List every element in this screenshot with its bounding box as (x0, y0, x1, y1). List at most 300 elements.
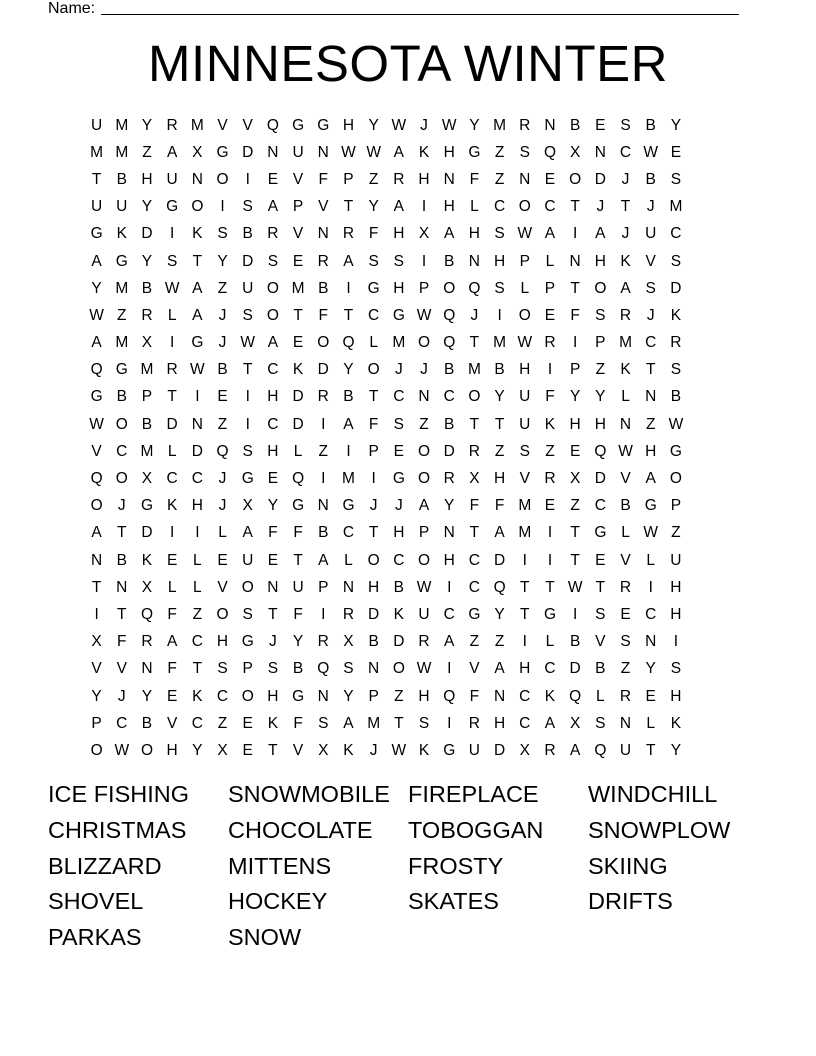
grid-letter[interactable]: V (292, 225, 304, 243)
grid-letter[interactable]: C (267, 415, 279, 433)
grid-letter[interactable]: K (141, 551, 153, 569)
grid-letter[interactable]: I (547, 361, 553, 379)
grid-letter[interactable]: V (217, 578, 228, 596)
grid-letter[interactable]: I (421, 198, 427, 216)
grid-letter[interactable]: G (669, 442, 682, 460)
grid-letter[interactable]: W (89, 306, 104, 324)
grid-letter[interactable]: I (346, 442, 351, 460)
grid-letter[interactable]: U (90, 198, 103, 216)
grid-letter[interactable]: S (519, 442, 530, 460)
grid-letter[interactable]: U (519, 388, 531, 406)
grid-letter[interactable]: H (191, 497, 203, 515)
grid-letter[interactable]: A (267, 334, 279, 352)
grid-letter[interactable]: L (545, 633, 555, 651)
grid-letter[interactable]: S (368, 252, 379, 270)
grid-letter[interactable]: R (544, 334, 556, 352)
grid-letter[interactable]: B (444, 415, 455, 433)
grid-letter[interactable]: M (140, 361, 154, 379)
grid-letter[interactable]: Q (543, 143, 556, 161)
grid-letter[interactable]: E (569, 442, 581, 460)
grid-letter[interactable]: J (117, 497, 126, 515)
grid-letter[interactable]: O (191, 198, 204, 216)
grid-letter[interactable]: X (418, 225, 430, 243)
grid-letter[interactable]: X (91, 633, 102, 651)
grid-letter[interactable]: D (166, 415, 178, 433)
grid-letter[interactable]: L (621, 524, 630, 542)
grid-letter[interactable]: U (645, 225, 657, 243)
grid-letter[interactable]: H (267, 388, 279, 406)
grid-letter[interactable]: N (116, 578, 128, 596)
grid-letter[interactable]: L (596, 687, 605, 705)
grid-letter[interactable]: D (493, 551, 506, 569)
grid-letter[interactable]: B (141, 279, 153, 297)
grid-letter[interactable]: I (573, 225, 578, 243)
grid-letter[interactable]: H (443, 143, 455, 161)
grid-letter[interactable]: L (167, 578, 177, 596)
grid-letter[interactable]: R (342, 225, 355, 243)
grid-letter[interactable]: A (242, 524, 253, 542)
grid-letter[interactable]: V (318, 198, 329, 216)
grid-letter[interactable]: K (544, 415, 556, 433)
grid-letter[interactable]: Q (443, 334, 456, 352)
grid-letter[interactable]: A (444, 225, 455, 243)
grid-letter[interactable]: I (573, 605, 578, 623)
grid-letter[interactable]: N (342, 578, 355, 596)
grid-letter[interactable]: F (570, 306, 580, 324)
grid-letter[interactable]: E (595, 116, 606, 134)
name-blank-line[interactable] (101, 14, 739, 15)
grid-letter[interactable]: H (141, 170, 153, 188)
grid-letter[interactable]: Y (670, 741, 682, 759)
grid-letter[interactable]: S (393, 252, 405, 270)
grid-letter[interactable]: W (114, 741, 130, 759)
grid-letter[interactable]: G (292, 687, 305, 705)
grid-letter[interactable]: S (217, 660, 228, 678)
grid-letter[interactable]: B (217, 361, 228, 379)
grid-letter[interactable]: T (117, 605, 127, 623)
grid-letter[interactable]: U (670, 551, 682, 569)
grid-letter[interactable]: V (242, 116, 253, 134)
grid-letter[interactable]: R (317, 252, 329, 270)
grid-letter[interactable]: T (293, 306, 303, 324)
grid-letter[interactable]: A (444, 633, 455, 651)
grid-letter[interactable]: L (369, 334, 378, 352)
grid-letter[interactable]: R (317, 388, 329, 406)
grid-letter[interactable]: X (141, 334, 153, 352)
grid-letter[interactable]: T (368, 388, 379, 406)
grid-letter[interactable]: C (519, 687, 531, 705)
grid-letter[interactable]: M (619, 334, 632, 352)
grid-letter[interactable]: Y (494, 388, 505, 406)
grid-letter[interactable]: Q (468, 279, 481, 297)
grid-letter[interactable]: Z (570, 497, 580, 515)
grid-letter[interactable]: K (192, 225, 203, 243)
grid-letter[interactable]: O (216, 605, 229, 623)
grid-letter[interactable]: M (367, 714, 381, 732)
grid-letter[interactable]: D (368, 605, 380, 623)
grid-letter[interactable]: B (116, 170, 127, 188)
grid-letter[interactable]: A (544, 714, 556, 732)
grid-letter[interactable]: T (494, 415, 505, 433)
grid-letter[interactable]: B (645, 170, 656, 188)
grid-letter[interactable]: S (620, 116, 631, 134)
grid-letter[interactable]: R (317, 633, 329, 651)
grid-letter[interactable]: D (292, 388, 304, 406)
grid-letter[interactable]: N (418, 388, 430, 406)
grid-letter[interactable]: Z (595, 361, 606, 379)
grid-letter[interactable]: J (218, 306, 227, 324)
grid-letter[interactable]: N (468, 252, 480, 270)
grid-letter[interactable]: Z (494, 170, 505, 188)
grid-letter[interactable]: R (670, 334, 682, 352)
grid-letter[interactable]: T (268, 741, 278, 759)
grid-letter[interactable]: U (292, 143, 304, 161)
grid-letter[interactable]: N (544, 116, 556, 134)
grid-letter[interactable]: X (141, 470, 153, 488)
grid-letter[interactable]: E (217, 388, 228, 406)
grid-letter[interactable]: W (190, 361, 205, 379)
grid-letter[interactable]: A (318, 551, 329, 569)
grid-letter[interactable]: S (595, 605, 606, 623)
grid-letter[interactable]: F (368, 225, 379, 243)
grid-letter[interactable]: T (117, 524, 127, 542)
grid-letter[interactable]: A (166, 633, 178, 651)
grid-letter[interactable]: C (645, 334, 657, 352)
grid-letter[interactable]: A (494, 660, 505, 678)
grid-letter[interactable]: E (544, 170, 556, 188)
grid-letter[interactable]: Y (267, 497, 279, 515)
grid-letter[interactable]: O (216, 170, 229, 188)
grid-letter[interactable]: K (166, 497, 178, 515)
grid-letter[interactable]: T (469, 334, 480, 352)
grid-letter[interactable]: A (91, 334, 102, 352)
grid-letter[interactable]: G (115, 252, 128, 270)
grid-letter[interactable]: M (190, 116, 204, 134)
grid-letter[interactable]: M (140, 442, 154, 460)
grid-letter[interactable]: R (468, 714, 480, 732)
grid-letter[interactable]: I (447, 660, 452, 678)
grid-letter[interactable]: Y (192, 741, 203, 759)
grid-letter[interactable]: O (443, 279, 456, 297)
grid-letter[interactable]: Z (368, 170, 379, 188)
grid-letter[interactable]: D (242, 252, 254, 270)
grid-letter[interactable]: E (166, 687, 178, 705)
grid-letter[interactable]: N (191, 415, 203, 433)
grid-letter[interactable]: Y (141, 198, 153, 216)
grid-letter[interactable]: J (117, 687, 126, 705)
grid-letter[interactable]: D (292, 415, 304, 433)
grid-letter[interactable]: U (116, 198, 128, 216)
grid-letter[interactable]: P (595, 334, 606, 352)
grid-letter[interactable]: A (343, 714, 354, 732)
grid-letter[interactable]: E (292, 334, 304, 352)
grid-letter[interactable]: D (594, 170, 606, 188)
grid-letter[interactable]: I (170, 334, 175, 352)
grid-letter[interactable]: N (317, 225, 329, 243)
grid-letter[interactable]: F (117, 633, 127, 651)
grid-letter[interactable]: P (141, 388, 153, 406)
grid-letter[interactable]: K (116, 225, 127, 243)
grid-letter[interactable]: T (545, 578, 555, 596)
grid-letter[interactable]: S (670, 170, 682, 188)
grid-letter[interactable]: H (594, 252, 606, 270)
grid-letter[interactable]: I (245, 415, 250, 433)
grid-letter[interactable]: S (242, 605, 253, 623)
grid-letter[interactable]: P (418, 279, 430, 297)
grid-letter[interactable]: B (595, 660, 606, 678)
grid-letter[interactable]: R (141, 306, 153, 324)
grid-letter[interactable]: I (220, 198, 225, 216)
grid-letter[interactable]: S (242, 306, 253, 324)
grid-letter[interactable]: F (293, 605, 303, 623)
grid-letter[interactable]: C (670, 225, 682, 243)
grid-letter[interactable]: W (240, 334, 256, 352)
grid-letter[interactable]: U (468, 741, 480, 759)
grid-letter[interactable]: D (393, 633, 405, 651)
grid-letter[interactable]: M (342, 470, 355, 488)
grid-letter[interactable]: K (192, 687, 203, 705)
grid-letter[interactable]: I (421, 252, 427, 270)
grid-letter[interactable]: U (90, 116, 103, 134)
grid-letter[interactable]: C (544, 660, 556, 678)
grid-letter[interactable]: X (217, 741, 228, 759)
grid-letter[interactable]: T (520, 578, 530, 596)
grid-letter[interactable]: V (292, 741, 304, 759)
grid-letter[interactable]: H (216, 633, 229, 651)
grid-letter[interactable]: M (291, 279, 305, 297)
grid-letter[interactable]: A (166, 143, 178, 161)
grid-letter[interactable]: G (140, 497, 153, 515)
grid-letter[interactable]: Y (217, 252, 228, 270)
grid-letter[interactable]: T (167, 388, 177, 406)
grid-letter[interactable]: W (416, 306, 432, 324)
grid-letter[interactable]: J (621, 225, 630, 243)
grid-letter[interactable]: H (670, 578, 682, 596)
grid-letter[interactable]: Q (292, 470, 305, 488)
grid-letter[interactable]: Y (444, 497, 455, 515)
grid-letter[interactable]: F (469, 687, 480, 705)
grid-letter[interactable]: G (367, 279, 380, 297)
grid-letter[interactable]: Y (292, 633, 304, 651)
grid-letter[interactable]: I (673, 633, 679, 651)
grid-letter[interactable]: C (619, 143, 632, 161)
grid-letter[interactable]: Q (493, 578, 506, 596)
grid-letter[interactable]: G (317, 116, 330, 134)
grid-letter[interactable]: R (519, 116, 531, 134)
grid-letter[interactable]: A (544, 225, 556, 243)
grid-letter[interactable]: W (391, 741, 407, 759)
grid-letter[interactable]: G (342, 497, 355, 515)
grid-letter[interactable]: X (192, 143, 203, 161)
grid-letter[interactable]: J (646, 198, 655, 216)
grid-letter[interactable]: B (620, 497, 631, 515)
grid-letter[interactable]: H (368, 578, 380, 596)
grid-letter[interactable]: O (317, 334, 330, 352)
grid-letter[interactable]: H (418, 687, 430, 705)
grid-letter[interactable]: O (418, 470, 431, 488)
grid-letter[interactable]: S (318, 714, 329, 732)
grid-letter[interactable]: Z (494, 633, 505, 651)
grid-letter[interactable]: T (394, 714, 404, 732)
grid-letter[interactable]: D (242, 143, 254, 161)
grid-letter[interactable]: I (321, 605, 326, 623)
grid-letter[interactable]: V (645, 252, 656, 270)
grid-letter[interactable]: W (391, 116, 407, 134)
grid-letter[interactable]: P (292, 198, 304, 216)
grid-letter[interactable]: I (170, 524, 175, 542)
grid-letter[interactable]: E (267, 170, 279, 188)
grid-letter[interactable]: G (115, 361, 128, 379)
grid-letter[interactable]: F (167, 605, 177, 623)
grid-letter[interactable]: O (266, 279, 279, 297)
grid-letter[interactable]: N (645, 633, 657, 651)
grid-letter[interactable]: M (115, 143, 129, 161)
grid-letter[interactable]: J (218, 470, 227, 488)
grid-letter[interactable]: A (343, 415, 354, 433)
grid-letter[interactable]: G (241, 633, 254, 651)
grid-letter[interactable]: Z (545, 442, 555, 460)
grid-letter[interactable]: Z (217, 714, 228, 732)
grid-letter[interactable]: C (166, 470, 178, 488)
grid-letter[interactable]: E (595, 551, 606, 569)
grid-letter[interactable]: X (519, 741, 530, 759)
grid-letter[interactable]: O (241, 578, 254, 596)
grid-letter[interactable]: Q (216, 442, 229, 460)
grid-letter[interactable]: G (292, 116, 305, 134)
grid-letter[interactable]: M (115, 116, 129, 134)
grid-letter[interactable]: B (318, 524, 329, 542)
grid-letter[interactable]: E (267, 551, 279, 569)
grid-letter[interactable]: E (544, 497, 556, 515)
grid-letter[interactable]: L (646, 551, 656, 569)
grid-letter[interactable]: O (90, 741, 103, 759)
grid-letter[interactable]: J (420, 116, 428, 134)
grid-letter[interactable]: Q (266, 116, 279, 134)
grid-letter[interactable]: K (670, 714, 682, 732)
grid-letter[interactable]: R (141, 633, 153, 651)
grid-letter[interactable]: P (368, 687, 379, 705)
grid-letter[interactable]: L (218, 524, 227, 542)
grid-letter[interactable]: D (670, 279, 682, 297)
grid-letter[interactable]: W (618, 442, 633, 460)
grid-letter[interactable]: W (416, 578, 432, 596)
grid-letter[interactable]: K (544, 687, 556, 705)
grid-letter[interactable]: J (394, 361, 403, 379)
grid-letter[interactable]: T (192, 660, 203, 678)
grid-letter[interactable]: J (420, 361, 428, 379)
grid-letter[interactable]: T (469, 415, 480, 433)
grid-letter[interactable]: L (293, 442, 303, 460)
grid-letter[interactable]: E (620, 605, 631, 623)
grid-letter[interactable]: A (645, 470, 656, 488)
grid-letter[interactable]: J (218, 497, 227, 515)
grid-letter[interactable]: T (620, 198, 631, 216)
grid-letter[interactable]: R (619, 578, 632, 596)
grid-letter[interactable]: C (443, 605, 455, 623)
grid-letter[interactable]: I (573, 334, 578, 352)
grid-letter[interactable]: E (393, 442, 405, 460)
grid-letter[interactable]: T (570, 279, 580, 297)
grid-letter[interactable]: W (517, 334, 533, 352)
grid-letter[interactable]: D (594, 470, 606, 488)
grid-letter[interactable]: D (317, 361, 329, 379)
grid-letter[interactable]: V (469, 660, 480, 678)
grid-letter[interactable]: O (669, 470, 682, 488)
grid-letter[interactable]: Z (217, 415, 228, 433)
grid-letter[interactable]: W (441, 116, 457, 134)
grid-letter[interactable]: J (394, 497, 403, 515)
grid-letter[interactable]: N (191, 170, 203, 188)
grid-letter[interactable]: C (116, 714, 128, 732)
grid-letter[interactable]: F (469, 170, 480, 188)
grid-letter[interactable]: D (569, 660, 581, 678)
grid-letter[interactable]: C (645, 605, 657, 623)
grid-letter[interactable]: I (321, 415, 326, 433)
grid-letter[interactable]: C (544, 198, 556, 216)
grid-letter[interactable]: Q (140, 605, 153, 623)
grid-letter[interactable]: S (620, 633, 631, 651)
grid-letter[interactable]: Y (141, 252, 153, 270)
grid-letter[interactable]: G (241, 470, 254, 488)
grid-letter[interactable]: G (543, 605, 556, 623)
grid-letter[interactable]: T (368, 524, 379, 542)
grid-letter[interactable]: L (344, 551, 353, 569)
grid-letter[interactable]: C (191, 633, 203, 651)
grid-letter[interactable]: Y (494, 605, 505, 623)
grid-letter[interactable]: H (645, 442, 657, 460)
grid-letter[interactable]: M (115, 334, 129, 352)
grid-letter[interactable]: N (443, 170, 455, 188)
grid-letter[interactable]: W (164, 279, 180, 297)
grid-letter[interactable]: G (468, 605, 481, 623)
grid-letter[interactable]: S (242, 198, 253, 216)
grid-letter[interactable]: B (494, 361, 505, 379)
grid-letter[interactable]: T (91, 578, 102, 596)
grid-letter[interactable]: W (643, 143, 659, 161)
grid-letter[interactable]: O (90, 497, 103, 515)
grid-letter[interactable]: N (645, 388, 657, 406)
grid-letter[interactable]: K (393, 605, 405, 623)
grid-letter[interactable]: S (393, 415, 405, 433)
grid-letter[interactable]: I (522, 633, 527, 651)
grid-letter[interactable]: G (644, 497, 657, 515)
grid-letter[interactable]: M (518, 497, 532, 515)
name-field[interactable] (48, 0, 739, 18)
grid-letter[interactable]: D (493, 741, 506, 759)
grid-letter[interactable]: W (416, 660, 432, 678)
grid-letter[interactable]: X (569, 714, 581, 732)
grid-letter[interactable]: Z (318, 442, 329, 460)
grid-letter[interactable]: O (266, 306, 279, 324)
grid-letter[interactable]: N (317, 497, 329, 515)
grid-letter[interactable]: O (418, 442, 431, 460)
grid-letter[interactable]: C (443, 388, 455, 406)
grid-letter[interactable]: D (141, 524, 153, 542)
grid-letter[interactable]: H (418, 170, 430, 188)
grid-letter[interactable]: V (217, 116, 228, 134)
grid-letter[interactable]: K (418, 741, 430, 759)
grid-letter[interactable]: T (91, 170, 102, 188)
grid-letter[interactable]: A (595, 225, 606, 243)
grid-letter[interactable]: Z (469, 633, 480, 651)
grid-letter[interactable]: B (645, 116, 656, 134)
grid-letter[interactable]: B (141, 714, 153, 732)
grid-letter[interactable]: U (418, 605, 430, 623)
grid-letter[interactable]: D (443, 442, 455, 460)
grid-letter[interactable]: W (341, 143, 356, 161)
grid-letter[interactable]: Z (192, 605, 203, 623)
grid-letter[interactable]: O (367, 361, 380, 379)
